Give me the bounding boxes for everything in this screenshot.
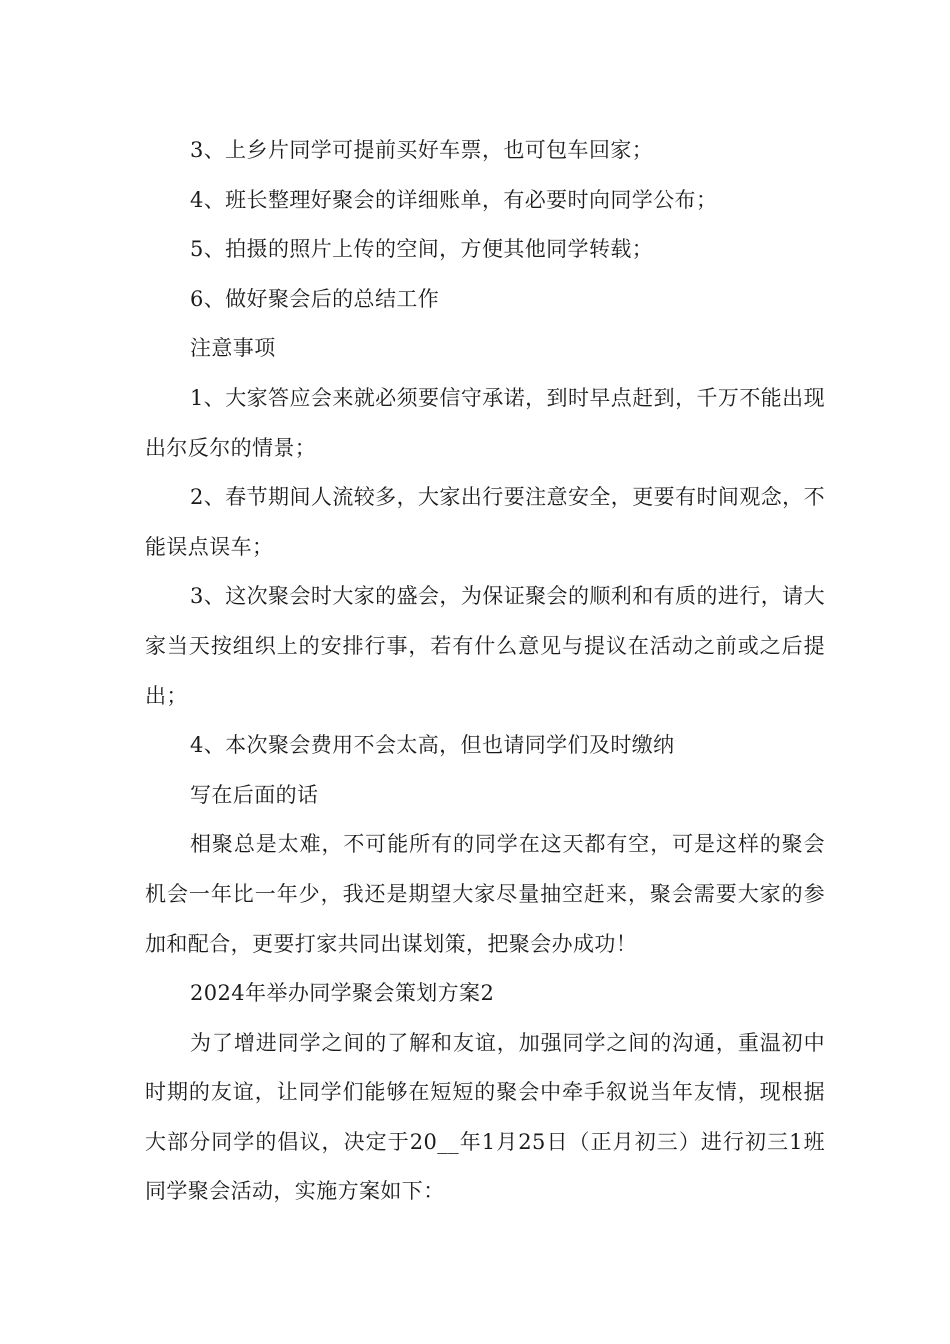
note-2-safety: 2、春节期间人流较多，大家出行要注意安全，更要有时间观念，不能误点误车； <box>145 485 825 559</box>
note-1-commitment: 1、大家答应会来就必须要信守承诺，到时早点赶到，千万不能出现出尔反尔的情景； <box>145 385 825 460</box>
step-3-tickets: 3、上乡片同学可提前买好车票，也可包车回家； <box>190 138 654 162</box>
step-4-bill: 4、班长整理好聚会的详细账单，有必要时向同学公布； <box>190 187 718 212</box>
note-3-arrangement: 3、这次聚会时大家的盛会，为保证聚会的顺利和有质的进行，请大家当天按组织上的安排行事，若有什么意见与提议在活动之前或之后提出； <box>145 584 825 708</box>
section-heading-afterword: 写在后面的话 <box>190 782 319 807</box>
section-heading-notes: 注意事项 <box>190 336 276 361</box>
step-5-photos: 5、拍摄的照片上传的空间，方便其他同学转载； <box>190 237 654 262</box>
note-4-fees: 4、本次聚会费用不会太高，但也请同学们及时缴纳 <box>190 733 675 758</box>
plan-2-intro: 为了增进同学之间的了解和友谊，加强同学之间的沟通，重温初中时期的友谊，让同学们能够在短短的聚会中牵手叙说当年友情，现根据大部分同学的倡议，决定于20__年1月25日（正月初三）进行初三1班同学聚会活动，实施方案如下： <box>145 1030 825 1204</box>
step-6-summary: 6、做好聚会后的总结工作 <box>190 286 440 311</box>
plan-2-title: 2024年举办同学聚会策划方案2 <box>190 981 495 1006</box>
afterword-paragraph: 相聚总是太难，不可能所有的同学在这天都有空，可是这样的聚会机会一年比一年少，我还是期望大家尽量抽空赶来，聚会需要大家的参加和配合，更要打家共同出谋划策，把聚会办成功！ <box>145 832 825 956</box>
document-body <box>145 126 825 1217</box>
